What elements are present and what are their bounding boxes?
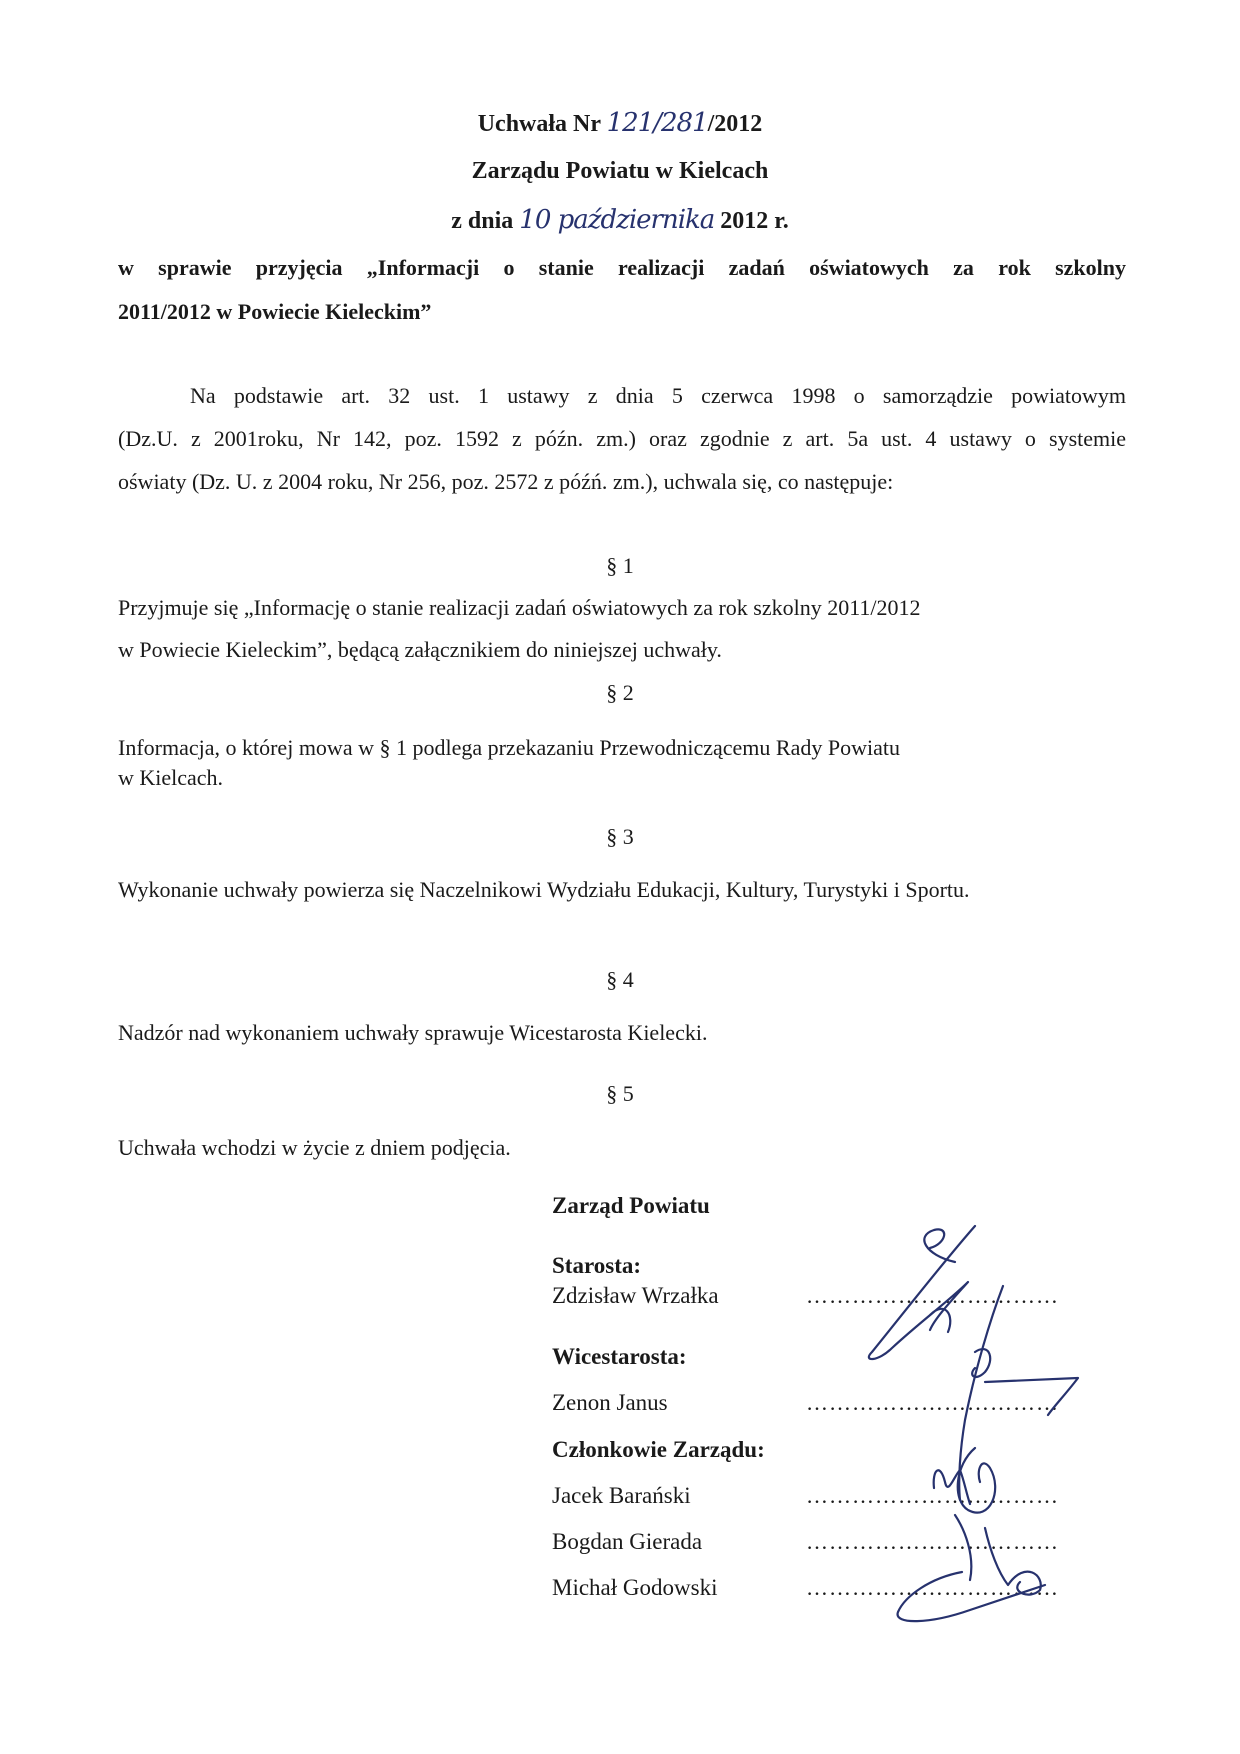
member-name-1: Jacek Barański bbox=[552, 1483, 691, 1508]
section-1-line-2: w Powiecie Kieleckim”, będącą załącznikiem do niniejszej uchwały. bbox=[118, 637, 722, 662]
title-prefix: Uchwała Nr bbox=[477, 111, 607, 137]
member-name-3: Michał Godowski bbox=[552, 1575, 718, 1600]
subject bbox=[118, 246, 1126, 334]
starosta-signature-line: …………………………… bbox=[806, 1283, 1059, 1308]
member-3-signature-line: …………………………… bbox=[806, 1575, 1059, 1600]
preamble-line-3: oświaty (Dz. U. z 2004 roku, Nr 256, poz. 2572 z późń. zm.), uchwala się, co następuje: bbox=[118, 469, 894, 494]
date-suffix: 2012 r. bbox=[714, 208, 789, 234]
section-3-label: § 3 bbox=[606, 824, 634, 849]
section-2-line-1: Informacja, o której mowa w § 1 podlega przekazaniu Przewodniczącemu Rady Powiatu bbox=[118, 735, 900, 760]
title-suffix: /2012 bbox=[707, 111, 763, 137]
starosta-name: Zdzisław Wrzałka bbox=[552, 1283, 719, 1308]
section-2-label: § 2 bbox=[606, 680, 634, 705]
preamble-line-1: Na podstawie art. 32 ust. 1 ustawy z dnia 5 czerwca 1998 o samorządzie powiatowym bbox=[190, 383, 1126, 408]
wicestarosta-role: Wicestarosta: bbox=[552, 1344, 687, 1369]
section-5-label: § 5 bbox=[606, 1081, 634, 1106]
signature-block-heading: Zarząd Powiatu bbox=[552, 1193, 710, 1218]
section-3-line-1: Wykonanie uchwały powierza się Naczelnikowi Wydziału Edukacji, Kultury, Turystyki i Sportu. bbox=[118, 877, 970, 902]
preamble bbox=[118, 374, 1126, 503]
section-4-line-1: Nadzór nad wykonaniem uchwały sprawuje Wicestarosta Kielecki. bbox=[118, 1020, 708, 1045]
wicestarosta-signature-line: …………………………… bbox=[806, 1390, 1059, 1415]
section-5-line-1: Uchwała wchodzi w życie z dniem podjęcia. bbox=[118, 1135, 511, 1160]
wicestarosta-name: Zenon Janus bbox=[552, 1390, 668, 1415]
resolution-date bbox=[0, 205, 1240, 235]
subject-line-1: w sprawie przyjęcia „Informacji o stanie realizacji zadań oświatowych za rok szkolny bbox=[118, 255, 1126, 280]
member-2-signature-line: …………………………… bbox=[806, 1529, 1059, 1554]
member-name-2: Bogdan Gierada bbox=[552, 1529, 703, 1554]
date-handwritten: 10 października bbox=[519, 205, 715, 235]
member-1-signature-line: …………………………… bbox=[806, 1483, 1059, 1508]
section-2-line-2: w Kielcach. bbox=[118, 765, 224, 790]
preamble-line-2: (Dz.U. z 2001roku, Nr 142, poz. 1592 z późn. zm.) oraz zgodnie z art. 5a ust. 4 ustawy o systemie bbox=[118, 426, 1126, 451]
resolution-number-handwritten: 121/281 bbox=[606, 108, 708, 138]
section-1-line-1: Przyjmuje się „Informację o stanie realizacji zadań oświatowych za rok szkolny 2011/2012 bbox=[118, 595, 921, 620]
issuer: Zarządu Powiatu w Kielcach bbox=[471, 158, 769, 184]
resolution-title bbox=[0, 108, 1240, 138]
subject-line-2: 2011/2012 w Powiecie Kieleckim” bbox=[118, 299, 432, 324]
section-4-label: § 4 bbox=[606, 967, 634, 992]
starosta-role: Starosta: bbox=[552, 1253, 642, 1278]
date-prefix: z dnia bbox=[451, 208, 520, 234]
section-1-label: § 1 bbox=[606, 553, 634, 578]
members-role: Członkowie Zarządu: bbox=[552, 1437, 765, 1462]
